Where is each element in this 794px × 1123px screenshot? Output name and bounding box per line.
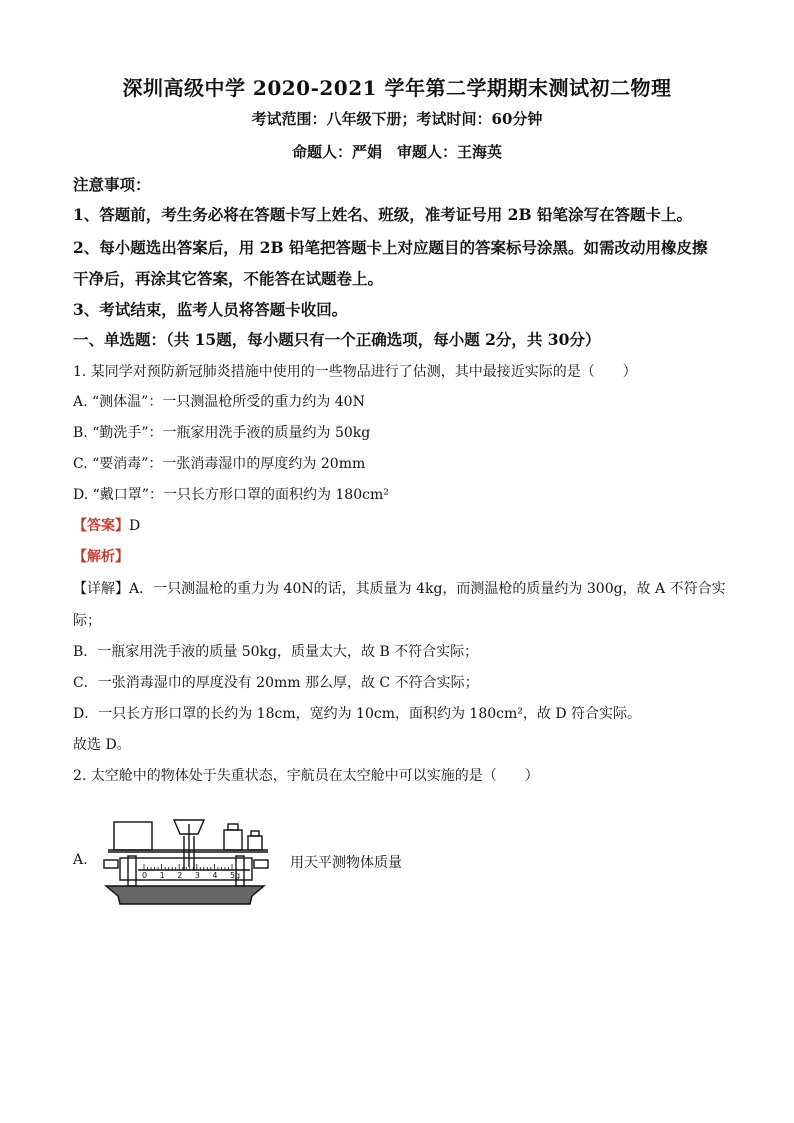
scale-label: 5 [230, 871, 236, 880]
q2-option-a-label: A. [73, 852, 88, 868]
notice-item-2: 2、每小题选出答案后，用 2B 铅笔把答题卡上对应题目的答案标号涂黑。如需改动用橡皮擦 [73, 238, 708, 257]
balance-base [106, 886, 264, 904]
scale-label: 3 [194, 871, 200, 880]
q1-answer [73, 515, 140, 535]
object-block [114, 822, 152, 850]
q1-detail-4: C．一张消毒湿巾的厚度没有 20mm 那么厚，故 C 不符合实际； [73, 675, 479, 691]
scale-label: g [235, 871, 241, 880]
q2-stem: 2. 太空舱中的物体处于失重状态，宇航员在太空舱中可以实施的是（ ） [73, 768, 539, 784]
answer-value: D [129, 518, 141, 534]
notice-heading: 注意事项： [73, 175, 151, 194]
q2-option-a-text: 用天平测物体质量 [290, 855, 402, 871]
page-title: 深圳高级中学 2020-2021 学年第二学期期末测试初二物理 [122, 76, 672, 100]
notice-item-3: 3、考试结束，监考人员将答题卡收回。 [73, 300, 348, 319]
q1-detail-6: 故选 D。 [73, 737, 131, 753]
analysis-tag: 【解析】 [73, 549, 129, 565]
q1-option-a: A. “测体温”：一只测温枪所受的重力约为 40N [73, 394, 365, 410]
exam-info: 考试范围：八年级下册；考试时间：60分钟 [251, 110, 543, 128]
q1-detail-3: B．一瓶家用洗手液的质量 50kg，质量太大，故 B 不符合实际； [73, 644, 479, 660]
scale-label: 4 [212, 871, 218, 880]
scale-label: 0 [142, 871, 148, 880]
q1-detail-5: D．一只长方形口罩的长约为 18cm，宽约为 10cm，面积约为 180cm²，故 D 符合实际。 [73, 706, 642, 722]
notice-item-1: 1、答题前，考生务必将在答题卡写上姓名、班级，准考证号用 2B 铅笔涂写在答题卡上。 [73, 205, 692, 224]
scale-label: 2 [177, 871, 183, 880]
q1-detail-2: 际； [73, 613, 101, 629]
q1-analysis [73, 546, 129, 566]
notice-item-2-cont: 干净后，再涂其它答案，不能答在试题卷上。 [73, 269, 384, 288]
section-heading: 一、单选题：（共 15题，每小题只有一个正确选项，每小题 2分，共 30分） [73, 330, 601, 349]
balance-scale-figure [100, 812, 270, 910]
q1-option-b: B. “勤洗手”：一瓶家用洗手液的质量约为 50kg [73, 425, 371, 441]
q1-detail-1: 【详解】A．一只测温枪的重力为 40N的话，其质量为 4kg，而测温枪的质量约为 300g，故 A 不符合实 [73, 581, 726, 597]
weight-large [224, 830, 242, 850]
q1-option-d: D. “戴口罩”：一只长方形口罩的面积约为 180cm² [73, 487, 389, 503]
weight-small [248, 836, 262, 850]
q1-option-c: C. “要消毒”：一张消毒湿巾的厚度约为 20mm [73, 456, 366, 472]
q1-stem: 1. 某同学对预防新冠肺炎措施中使用的一些物品进行了估测，其中最接近实际的是（ ） [73, 364, 637, 380]
exam-authors: 命题人：严娟 审题人：王海英 [291, 143, 502, 161]
answer-tag: 【答案】 [73, 518, 129, 534]
scale-label: 1 [159, 871, 165, 880]
